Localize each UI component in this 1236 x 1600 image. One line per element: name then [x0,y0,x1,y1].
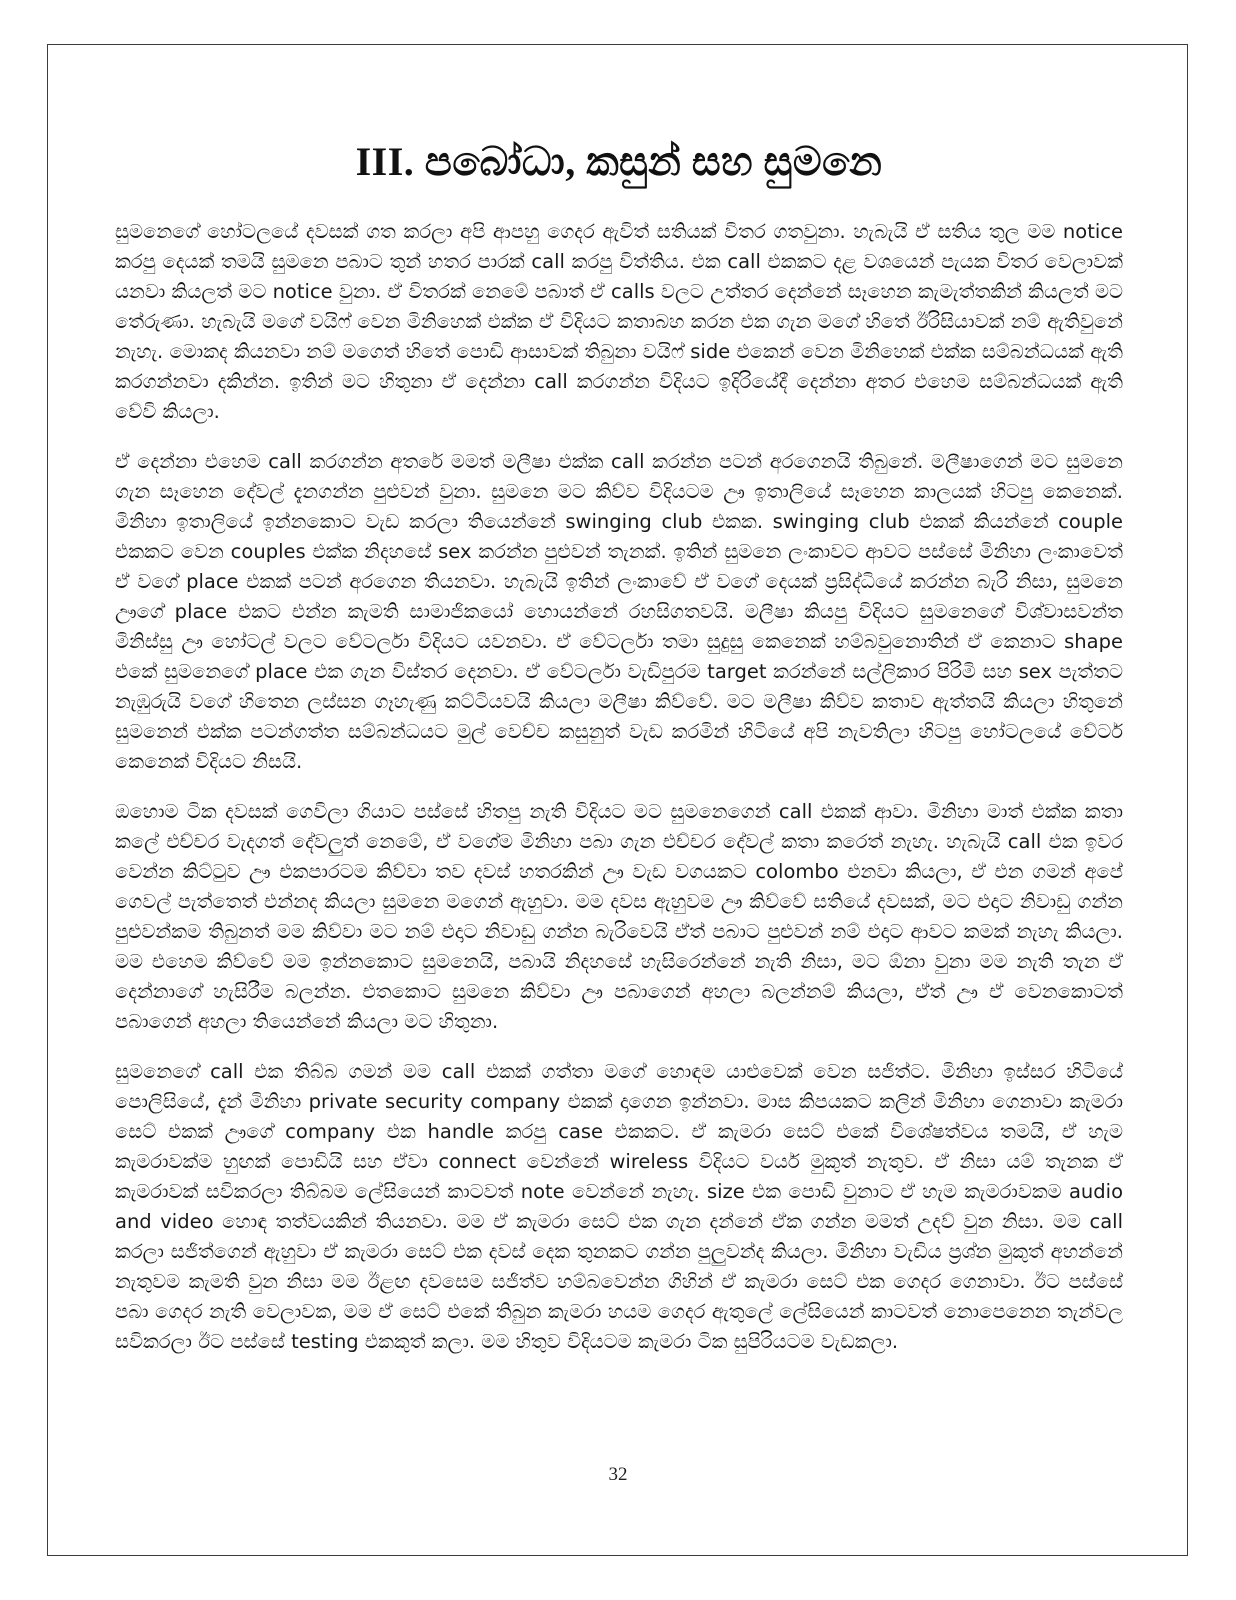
page-number: 32 [608,1464,628,1485]
paragraph-3: ඔහොම ටික දවසක් ගෙවිලා ගියාට පස්සේ හිතපු නැති විදියට මට සුමනෙගෙන් call එකක් ආවා. මිනිහා මාත් එක්ක කතා කලේ එච්චර වැදගත් දේවලුත් නෙමේ, ඒ වගේම මිනිහා පබා ගැන එච්චර දේවල් කතා කරෙත් නැහැ. හැබැයි call එක ඉවර වෙන්න කිට්ටුව ඌ එකපාරටම කිව්වා තව දවස් හතරකින් ඌ වැඩ වගයකට colombo එනවා කියලා, ඒ එන ගමන් අපේ ගෙවල් පැත්තෙත් එන්නද කියලා සුමනෙ මගෙන් ඇහුවා. මම දවස ඇහුවම ඌ කිව්වේ සතියේ දවසක්, මට එදාට නිවාඩු ගන්න පුළුවන්කම තිබුනත් මම කිව්වා මට නම් එදාට නිවාඩු ගන්න බැරිවෙයි ඒත් පබාට පුළුවන් නම් එදාට ආවට කමක් නැහැ කියලා. මම එහෙම කිව්වේ මම ඉන්නකොට සුමනෙයි, පබායි නිදහසේ හැසිරෙන්නේ නැති නිසා, මට ඕනා වුනා මම නැති තැන ඒ දෙන්නාගේ හැසිරීම බලන්න. එතකොට සුමනෙ කිව්වා ඌ පබාගෙන් අහලා බලන්නම් කියලා, ඒත් ඌ ඒ වෙනකොටත් පබාගෙන් අහලා තියෙන්නේ කියලා මට හිතුනා. [115,800,1123,1033]
page-title: III. පබෝධා, කසුන් සහ සුමනෙ [355,139,883,184]
paragraph-4: සුමනෙගේ call එක තිබ්බ ගමන් මම call එකක් ගත්තා මගේ හොඳම යාළුවෙක් වෙන සජිත්ට. මිනිහා ඉස්සර හිටියේ පොලිසියේ, දැන් මිනිහා private security company එකක් දාගෙන ඉන්නවා. මාස කිපයකට කලින් මිනිහා ගෙනාවා කැමරා සෙට් එකක් ඌගේ company එක handle කරපු case එකකට. ඒ කැමරා සෙට් එකේ විශේෂත්වය තමයි, ඒ හැම කැමරාවක්ම හුඟක් පොඩියි සහ ඒවා connect වෙන්නේ wireless විදියට වයර් මුකුත් නැතුව. ඒ නිසා යම් තැනක ඒ කැමරාවක් සවිකරලා තිබ්බම ලේසියෙන් කාටවත් note වෙන්නේ නැහැ. size එක පොඩි වුනාට ඒ හැම කැමරාවකම audio and video හොඳ තත්වයකින් තියනවා. මම ඒ කැමරා සෙට් එක ගැන දන්නේ ඒක ගන්න මමත් උදව් වුන නිසා. මම call කරලා සජිත්ගෙන් ඇහුවා ඒ කැමරා සෙට් එක දවස් දෙක තුනකට ගන්න පුලුවන්ද කියලා. මිනිහා වැඩිය ප්‍රශ්න මුකුත් අහන්නේ නැතුවම කැමති වුන නිසා මම ඊළඟ දවසෙම සජිත්ව හම්බවෙන්න ගිහින් ඒ කැමරා සෙට් එක ගෙදර ගෙනාවා. ඊට පස්සේ පබා ගෙදර නැති වෙලාවක, මම ඒ සෙට් එකේ තිබුන කැමරා හයම ගෙදර ඇතුලේ ලේසියෙන් කාටවත් නොපෙනෙන තැන්වල සවිකරලා ඊට පස්සේ testing එකකුත් කලා. මම හිතුව විදියටම කැමරා ටික සුපිරියටම වැඩකලා. [115,1060,1123,1353]
paragraph-1: සුමනෙගේ හෝටලයේ දවසක් ගත කරලා අපි ආපහු ගෙදර ඇවිත් සතියක් විතර ගතවුනා. හැබැයි ඒ සතිය තුල මම notice කරපු දෙයක් තමයි සුමනෙ පබාට තුන් හතර පාරක් call කරපු විත්තිය. එක call එකකට දළ වශයෙන් පැයක විතර වෙලාවක් යනවා කියලත් මට notice වුනා. ඒ විතරක් නෙමේ පබාත් ඒ calls වලට උත්තර දෙන්නේ සෑහෙන කැමැත්තකින් කියලත් මට තේරුණා. හැබැයි මගේ වයිෆ් වෙන මිනිහෙක් එක්ක ඒ විදියට කතාබහ කරන එක ගැන මගේ හිතේ ඊරිසියාවක් නම් ඇතිවුනේ නැහැ. මොකද කියනවා නම් මගෙත් හිතේ පොඩි ආසාවක් තිබුනා වයිෆ් side එකෙන් වෙන මිනිහෙක් එක්ක සම්බන්ධයක් ඇති කරගන්නවා දකින්න. ඉතින් මට හිතුනා ඒ දෙන්නා call කරගන්න විදියට ඉදිරියේදී දෙන්නා අතර එහෙම සම්බන්ධයක් ඇති වේවි කියලා. [115,220,1123,423]
text-block [115,138,1123,1377]
paragraph-2: ඒ දෙන්නා එහෙම call කරගන්න අතරේ මමත් මලීෂා එක්ක call කරන්න පටන් අරගෙනයි තිබුනේ. මලීෂාගෙන් මට සුමනෙ ගැන සෑහෙන දේවල් දැනගන්න පුළුවන් වුනා. සුමනෙ මට කිව්ව විදියටම ඌ ඉතාලියේ සෑහෙන කාලයක් හිටපු කෙනෙක්. මිනිහා ඉතාලියේ ඉන්නකොට වැඩ කරලා තියෙන්නේ swinging club එකක. swinging club එකක් කියන්නේ couple එකකට වෙන couples එක්ක නිදහසේ sex කරන්න පුළුවන් තැනක්. ඉතින් සුමනෙ ලංකාවට ආවට පස්සේ මිනිහා ලංකාවෙත් ඒ වගේ place එකක් පටන් අරගෙන තියනවා. හැබැයි ඉතින් ලංකාවේ ඒ වගේ දෙයක් ප්‍රසිද්ධියේ කරන්න බැරි නිසා, සුමනෙ ඌගේ place එකට එන්න කැමති සාමාජිකයෝ හොයන්නේ රහසිගතවයි. මලීෂා කියපු විදියට සුමනෙගේ විශ්වාසවන්ත මිනිස්සු ඌ හෝටල් වලට වේටර්ලා විදියට යවනවා. ඒ වේටර්ලා තමා සුදුසු කෙනෙක් හම්බවුනොතින් ඒ කෙනාට shape එකේ සුමනෙගේ place එක ගැන විස්තර දෙනවා. ඒ වේටර්ලා වැඩිපුරම target කරන්නේ සල්ලිකාර පිරිමි සහ sex පැත්තට නැඹුරුයි වගේ හිතෙන ලස්සන ගෑහැණු කට්ටියවයි කියලා මලීෂා කිව්වේ. මට මලීෂා කිව්ව කතාව ඇත්තයි කියලා හිතුනේ සුමනෙන් එක්ක පටන්ගත්ත සම්බන්ධයට මුල් වෙච්ච කසුනුත් වැඩ කරමින් හිටියේ අපි නැවතිලා හිටපු හෝටලයේ වේටර් කෙනෙක් විදියට නිසයි. [115,450,1123,773]
